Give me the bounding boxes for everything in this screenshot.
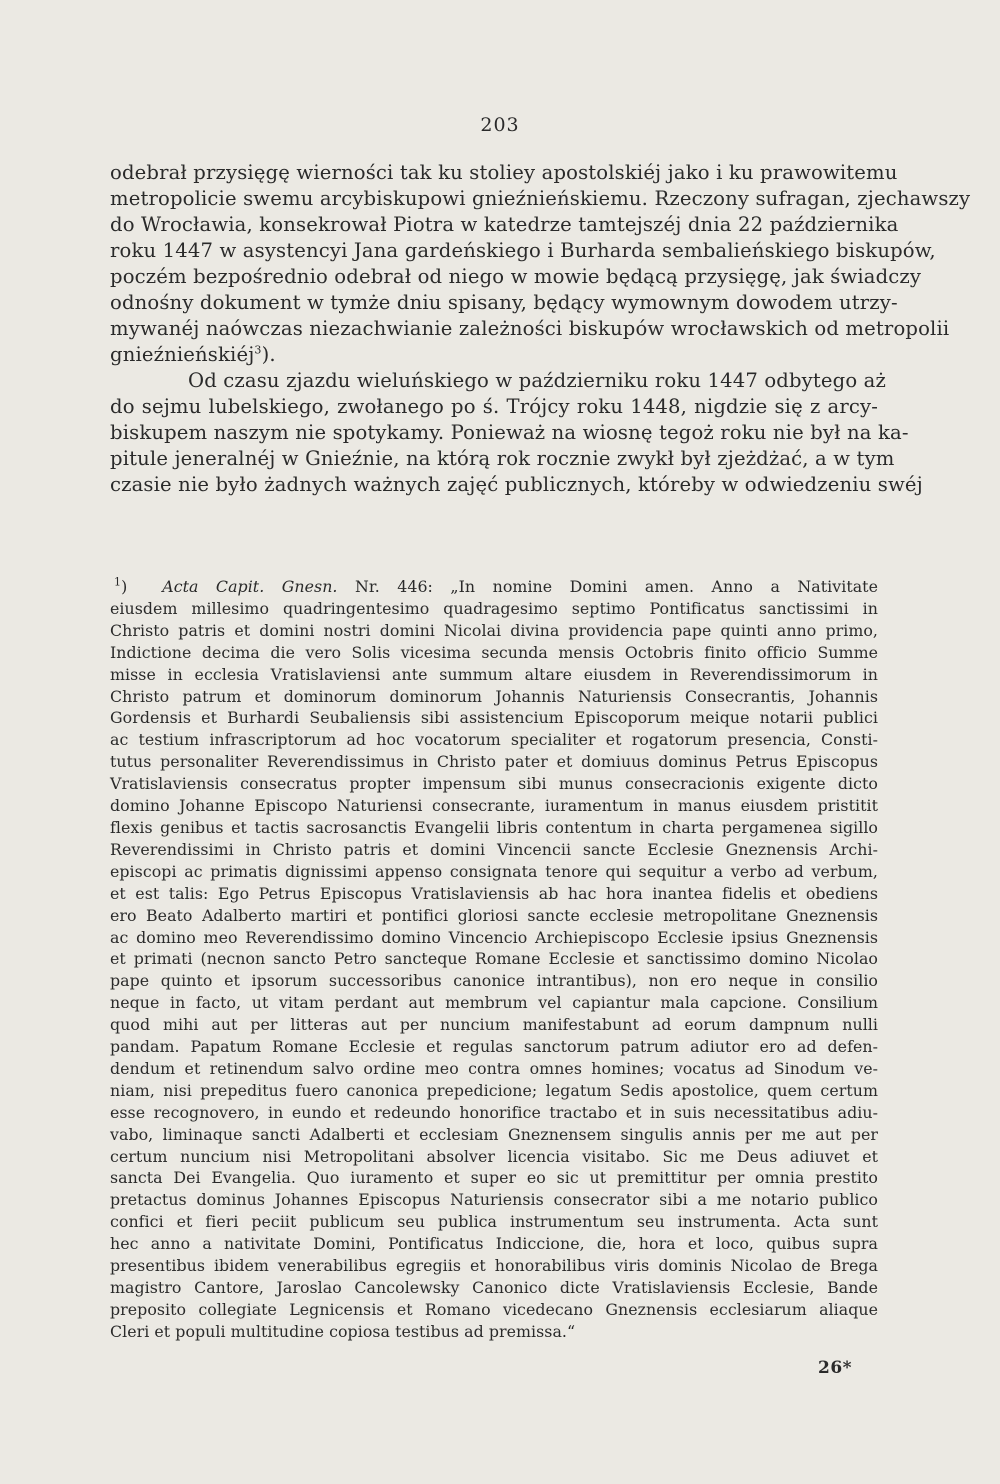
footnote-line: sancta Dei Evangelia. Quo iuramento et super eo sic ut premittitur per omnia prestito bbox=[110, 1168, 878, 1188]
footnote-line: confici et fieri peciit publicum seu publica instrumentum seu instrumenta. Acta sunt bbox=[110, 1212, 878, 1232]
body-line: mywanéj naówczas niezachwianie zależności biskupów wrocławskich od metropolii bbox=[110, 317, 950, 340]
footnote-line: niam, nisi prepeditus fuero canonica prepedicione; legatum Sedis apostolice, quem certum bbox=[110, 1080, 878, 1100]
footnote-line: vabo, liminaque sancti Adalberti et ecclesiam Gneznensem singulis annis per me aut per bbox=[110, 1124, 878, 1144]
footnote-line: Cleri et populi multitudine copiosa testibus ad premissa.“ bbox=[110, 1321, 576, 1341]
footnote-lead: Nr. 446: „In nomine Domini amen. Anno a Nativitate bbox=[337, 577, 878, 596]
footnote-line: hec anno a nativitate Domini, Pontificatus Indiccione, die, hora et loco, quibus supra bbox=[110, 1234, 878, 1254]
body-line: metropolicie swemu arcybiskupowi gnieźnieńskiemu. Rzeczony sufragan, zjechawszy bbox=[110, 187, 971, 210]
footnote-line: pandam. Papatum Romane Ecclesie et regulas sanctorum patrum adiutor ero ad defen- bbox=[110, 1037, 878, 1057]
body-line bbox=[110, 342, 878, 368]
footnote-line: pretactus dominus Johannes Episcopus Naturiensis consecrator sibi a me notario publico bbox=[110, 1190, 878, 1210]
footnote-marker: 1 bbox=[114, 575, 122, 589]
body-line: do Wrocławia, konsekrował Piotra w katedrze tamtejszéj dnia 22 października bbox=[110, 213, 899, 236]
footnote-line: preposito collegiate Legnicensis et Romano vicedecano Gneznensis ecclesiarum aliaque bbox=[110, 1299, 878, 1319]
footnote-line: quod mihi aut per litteras aut per nuncium manifestabunt ad eorum dampnum nulli bbox=[110, 1015, 878, 1035]
footnote-line: magistro Cantore, Jaroslao Cancolewsky Canonico dicte Vratislaviensis Ecclesie, Bande bbox=[110, 1278, 878, 1297]
footnote-line: Gordensis et Burhardi Seubaliensis sibi assistencium Episcoporum meique notarii publici bbox=[110, 708, 878, 728]
footnote-line: et primati (necnon sancto Petro sancteque Romane Ecclesie et sanctissimo domino Nicolao bbox=[110, 949, 878, 969]
main-body-text bbox=[110, 160, 971, 498]
body-line: do sejmu lubelskiego, zwołanego po ś. Trójcy roku 1448, nigdzie się z arcy- bbox=[110, 395, 878, 418]
footnote-line bbox=[110, 576, 878, 598]
footnote-line: misse in ecclesia Vratislaviensi ante summum altare eiusdem in Reverendissimorum in bbox=[110, 664, 878, 684]
footnote bbox=[110, 576, 878, 1343]
footnote-line: Indictione decima die vero Solis vicesima secunda mensis Octobris finito officio Summe bbox=[110, 642, 878, 662]
body-line: odnośny dokument w tymże dniu spisany, będący wymownym dowodem utrzy- bbox=[110, 291, 898, 314]
body-line: biskupem naszym nie spotykamy. Ponieważ na wiosnę tegoż roku nie był na ka- bbox=[110, 421, 909, 444]
footnote-line: Christo patris et domini nostri domini Nicolai divina providencia pape quinti anno primo, bbox=[110, 620, 878, 640]
footnote-line: certum nuncium nisi Metropolitani absolver licencia visitabo. Sic me Deus adiuvet et bbox=[110, 1146, 878, 1166]
footnote-line: ero Beato Adalberto martiri et pontifici gloriosi sancte ecclesie metropolitane Gneznensis bbox=[110, 905, 878, 925]
footnote-line: tutus personaliter Reverendissimus in Christo pater et domiuus dominus Petrus Episcopus bbox=[110, 752, 878, 772]
body-line: pitule jeneralnéj w Gnieźnie, na którą rok rocznie zwykł był zjeżdżać, a w tym bbox=[110, 447, 895, 470]
body-line: czasie nie było żadnych ważnych zajęć publicznych, któreby w odwiedzeniu swéj bbox=[110, 473, 923, 496]
footnote-line: presentibus ibidem venerabilibus egregiis et honorabilibus viris dominis Nicolao de Brega bbox=[110, 1256, 878, 1276]
signature-mark: 26* bbox=[818, 1358, 853, 1378]
body-line: Od czasu zjazdu wieluńskiego w październiku roku 1447 odbytego aż bbox=[188, 369, 886, 392]
body-line-text: gnieźnieńskiéj bbox=[110, 343, 255, 366]
footnote-line: ac domino meo Reverendissimo domino Vincencio Archiepiscopo Ecclesie ipsius Gneznensis bbox=[110, 927, 878, 947]
page-number: 203 bbox=[480, 114, 520, 136]
footnote-line: eiusdem millesimo quadringentesimo quadragesimo septimo Pontificatus sanctissimi in bbox=[110, 598, 878, 618]
footnote-reference: 3 bbox=[254, 343, 262, 357]
body-line: roku 1447 w asystencyi Jana gardeńskiego i Burharda sembalieńskiego biskupów, bbox=[110, 239, 936, 262]
footnote-line: Vratislaviensis consecratus propter impensum sibi munus consecracionis exigente dicto bbox=[110, 774, 878, 794]
footnote-line: neque in facto, ut vitam perdant aut membrum vel capiantur mala capcione. Consilium bbox=[110, 993, 878, 1013]
footnote-marker-paren: ) bbox=[121, 577, 128, 596]
footnote-line: Reverendissimi in Christo patris et domini Vincencii sancte Ecclesie Gneznensis Archi- bbox=[110, 839, 878, 859]
footnote-line: dendum et retinendum salvo ordine meo contra omnes homines; vocatus ad Sinodum ve- bbox=[110, 1058, 878, 1078]
body-line-tail: ). bbox=[261, 343, 276, 366]
body-line: odebrał przysięgę wierności tak ku stoliey apostolskiéj jako i ku prawowitemu bbox=[110, 161, 898, 184]
footnote-line: esse recognovero, in eundo et redeundo honorifice tractabo et in suis necessitatibus adiu- bbox=[110, 1102, 878, 1122]
footnote-line: ac testium infrascriptorum ad hoc vocatorum specialiter et rogatorum presencia, Consti- bbox=[110, 730, 878, 750]
body-line: poczém bezpośrednio odebrał od niego w mowie będącą przysięgę, jak świadczy bbox=[110, 265, 922, 288]
footnote-source: Acta Capit. Gnesn. bbox=[162, 577, 338, 596]
footnote-line: episcopi ac primatis dignissimi appenso consignata tenore qui sequitur a verbo ad verbum, bbox=[110, 861, 878, 881]
footnote-line: Christo patrum et dominorum dominorum Johannis Naturiensis Consecrantis, Johannis bbox=[110, 686, 878, 706]
footnote-line: flexis genibus et tactis sacrosanctis Evangelii libris contentum in charta pergamenea sigillo bbox=[110, 817, 878, 837]
footnote-line: pape quinto et ipsorum successoribus canonice intrantibus), non ero neque in consilio bbox=[110, 971, 878, 991]
footnote-line: domino Johanne Episcopo Naturiensi consecrante, iuramentum in manus eiusdem pristitit bbox=[110, 796, 878, 816]
footnote-line: et est talis: Ego Petrus Episcopus Vratislaviensis ab hac hora inantea fidelis et obediens bbox=[110, 883, 878, 903]
